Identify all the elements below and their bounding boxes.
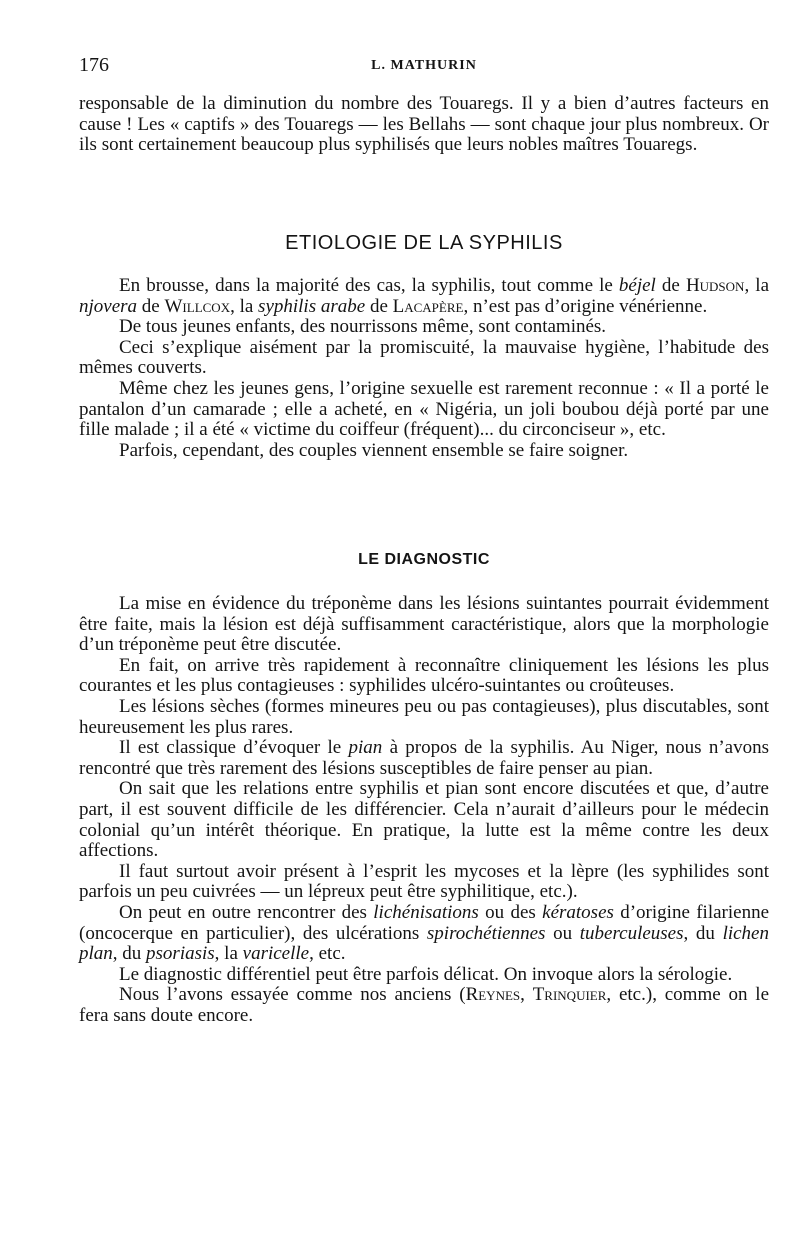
paragraph: Parfois, cependant, des couples viennent ensemble se faire soigner.: [119, 439, 629, 461]
paragraph: La mise en évidence du tréponème dans les lésions suintantes pourrait évidemment être faite, mais la lésion est déjà suffisamment caractéristique, alors que la morphologie d’un tréponème peut être discutée.: [79, 593, 769, 656]
section-title-diagnostic: LE DIAGNOSTIC: [358, 551, 490, 568]
running-head: L. MATHURIN: [371, 58, 477, 73]
paragraph: Les lésions sèches (formes mineures peu ou pas contagieuses), plus discutables, sont heureusement les plus rares.: [79, 695, 769, 738]
page-number: 176: [79, 54, 109, 76]
paragraph: Même chez les jeunes gens, l’origine sexuelle est rarement reconnue : « Il a porté le pantalon d’un camarade ; elle a acheté, en « Nigéria, un joli boubou déjà porté par une fille malade ; il a été « victime du coiffeur (fréquent)... du circonciseur », etc.: [79, 377, 769, 441]
diagnostic-text: [79, 594, 769, 1026]
paragraph: Il faut surtout avoir présent à l’esprit les mycoses et la lèpre (les syphilides sont parfois un peu cuivrées — un lépreux peut être syphilitique, etc.).: [79, 860, 769, 903]
paragraph: Le diagnostic différentiel peut être parfois délicat. On invoque alors la sérologie.: [119, 963, 733, 985]
paragraph: Nous l’avons essayée comme nos anciens (Reynes, Trinquier, etc.), comme on le fera sans doute encore.: [79, 984, 770, 1026]
section-title-etiologie: ETIOLOGIE DE LA SYPHILIS: [285, 232, 563, 254]
paragraph: On sait que les relations entre syphilis et pian sont encore discutées et que, d’autre part, il est souvent difficile de les différencier. Cela n’aurait d’ailleurs pour le médecin colonial qu’un intérêt théorique. En pratique, la lutte est la même contre les deux affections.: [79, 778, 769, 862]
paragraph: En brousse, dans la majorité des cas, la syphilis, tout comme le béjel de Hudson, la njovera de Willcox, la syphilis arabe de Lacapère, n’est pas d’origine vénérienne.: [79, 275, 769, 317]
paragraph: Ceci s’explique aisément par la promiscuité, la mauvaise hygiène, l’habitude des mêmes couverts.: [79, 336, 769, 379]
paragraph: On peut en outre rencontrer des lichénisations ou des kératoses d’origine filarienne (oncocerque en particulier), des ulcérations spirochétiennes ou tuberculeuses, du lichen plan, du psoriasis, la varicelle, etc.: [79, 901, 769, 965]
paragraph: responsable de la diminution du nombre des Touaregs. Il y a bien d’autres facteurs en cause ! Les « captifs » des Touaregs — les Bellahs — sont chaque jour plus nombreux. Or ils sont certainement beaucoup plus syphilisés que leurs nobles maîtres Touaregs.: [79, 93, 769, 156]
etiologie-text: [79, 276, 769, 461]
page-header: [79, 54, 769, 80]
intro-text: [79, 94, 769, 156]
paragraph: De tous jeunes enfants, des nourrissons même, sont contaminés.: [119, 316, 607, 338]
paragraph: Il est classique d’évoquer le pian à propos de la syphilis. Au Niger, nous n’avons rencontré que très rarement des lésions susceptibles de faire penser au pian.: [79, 737, 769, 779]
paragraph: En fait, on arrive très rapidement à reconnaître cliniquement les lésions les plus courantes et les plus contagieuses : syphilides ulcéro-suintantes ou croûteuses.: [79, 654, 769, 697]
